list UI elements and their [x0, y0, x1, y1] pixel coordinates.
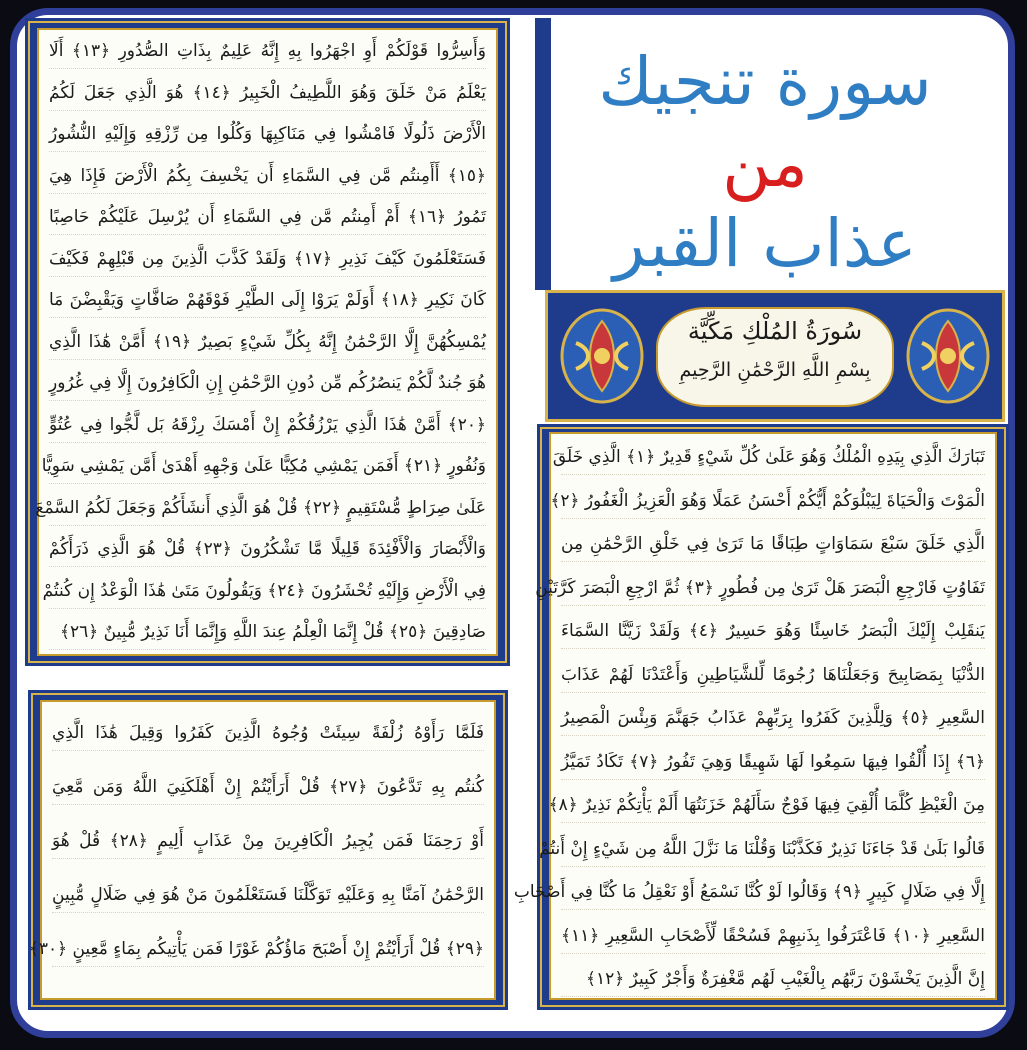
- verse-line: وَنُفُورٍ ﴿٢١﴾ أَفَمَن يَمْشِي مُكِبًّا عَلَىٰ وَجْهِهِ أَهْدَىٰ أَمَّن يَمْشِي سَوِيًّا: [49, 449, 486, 484]
- verse-line: قَالُوا بَلَىٰ قَدْ جَاءَنَا نَذِيرٌ فَكَذَّبْنَا وَقُلْنَا مَا نَزَّلَ اللَّهُ مِن شَيْءٍ إِنْ أَنتُمْ: [561, 832, 985, 867]
- verse-line: السَّعِيرِ ﴿٥﴾ وَلِلَّذِينَ كَفَرُوا بِرَبِّهِمْ عَذَابُ جَهَنَّمَ وَبِئْسَ الْمَصِيرُ: [561, 701, 985, 736]
- title-block: [555, 40, 975, 290]
- verse-line: وَأَسِرُّوا قَوْلَكُمْ أَوِ اجْهَرُوا بِهِ إِنَّهُ عَلِيمٌ بِذَاتِ الصُّدُورِ ﴿١٣﴾ أَلَا: [49, 34, 486, 69]
- title-line-3: عذاب القبر: [613, 205, 917, 282]
- verse-line: إِنَّ الَّذِينَ يَخْشَوْنَ رَبَّهُم بِالْغَيْبِ لَهُم مَّغْفِرَةٌ وَأَجْرٌ كَبِيرٌ ﴿١٢﴾: [561, 962, 985, 997]
- verse-line: فَسَتَعْلَمُونَ كَيْفَ نَذِيرِ ﴿١٧﴾ وَلَقَدْ كَذَّبَ الَّذِينَ مِن قَبْلِهِمْ فَكَيْفَ: [49, 242, 486, 277]
- verse-line: ﴿٦﴾ إِذَا أُلْقُوا فِيهَا سَمِعُوا لَهَا شَهِيقًا وَهِيَ تَفُورُ ﴿٧﴾ تَكَادُ تَمَيَّزُ: [561, 745, 985, 780]
- floral-ornament-icon: [556, 303, 648, 409]
- page-body: [37, 28, 498, 656]
- verse-line: وَالْأَبْصَارَ وَالْأَفْئِدَةَ قَلِيلًا مَّا تَشْكُرُونَ ﴿٢٣﴾ قُلْ هُوَ الَّذِي ذَرَأَكُمْ: [49, 532, 486, 567]
- verse-line: كَانَ نَكِيرِ ﴿١٨﴾ أَوَلَمْ يَرَوْا إِلَى الطَّيْرِ فَوْقَهُمْ صَافَّاتٍ وَيَقْبِضْنَ مَا: [49, 283, 486, 318]
- verse-line: كُنتُم بِهِ تَدَّعُونَ ﴿٢٧﴾ قُلْ أَرَأَيْتُمْ إِنْ أَهْلَكَنِيَ اللَّهُ وَمَن مَّعِيَ: [52, 770, 484, 805]
- verse-line: ﴿٢٩﴾ قُلْ أَرَأَيْتُمْ إِنْ أَصْبَحَ مَاؤُكُمْ غَوْرًا فَمَن يَأْتِيكُم بِمَاءٍ مَّعِينٍ ﴿٣٠﴾: [52, 932, 484, 967]
- page-body: [513, 432, 997, 1000]
- verse-line: يَنقَلِبْ إِلَيْكَ الْبَصَرُ خَاسِئًا وَهُوَ حَسِيرٌ ﴿٤﴾ وَلَقَدْ زَيَّنَّا السَّمَاءَ: [561, 614, 985, 649]
- verse-line: الْأَرْضَ ذَلُولًا فَامْشُوا فِي مَنَاكِبِهَا وَكُلُوا مِن رِّزْقِهِ وَإِلَيْهِ النُّشُورُ: [49, 117, 486, 152]
- verse-line: ﴿١٥﴾ أَأَمِنتُم مَّن فِي السَّمَاءِ أَن يَخْسِفَ بِكُمُ الْأَرْضَ فَإِذَا هِيَ: [49, 159, 486, 194]
- title-line-2: من: [722, 125, 808, 202]
- mushaf-page-right: [513, 424, 1009, 1010]
- verse-line: فَلَمَّا رَأَوْهُ زُلْفَةً سِيئَتْ وُجُوهُ الَّذِينَ كَفَرُوا وَقِيلَ هَٰذَا الَّذِي: [52, 716, 484, 751]
- verse-line: فِي الْأَرْضِ وَإِلَيْهِ تُحْشَرُونَ ﴿٢٤﴾ وَيَقُولُونَ مَتَىٰ هَٰذَا الْوَعْدُ إِن كُنتُمْ: [49, 574, 486, 609]
- verse-line: الدُّنْيَا بِمَصَابِيحَ وَجَعَلْنَاهَا رُجُومًا لِّلشَّيَاطِينِ وَأَعْتَدْنَا لَهُمْ عَذَابَ: [561, 658, 985, 693]
- surah-cartouche: [656, 307, 894, 407]
- decorative-strip: [535, 18, 551, 290]
- page-body: [28, 700, 496, 1000]
- surah-header: [545, 290, 1005, 422]
- mushaf-page-left-bottom: [28, 690, 508, 1010]
- verse-line: عَلَىٰ صِرَاطٍ مُّسْتَقِيمٍ ﴿٢٢﴾ قُلْ هُوَ الَّذِي أَنشَأَكُمْ وَجَعَلَ لَكُمُ السَّمْعَ: [49, 491, 486, 526]
- verse-line: أَوْ رَحِمَنَا فَمَن يُجِيرُ الْكَافِرِينَ مِنْ عَذَابٍ أَلِيمٍ ﴿٢٨﴾ قُلْ هُوَ: [52, 824, 484, 859]
- verse-line: مِنَ الْغَيْظِ كُلَّمَا أُلْقِيَ فِيهَا فَوْجٌ سَأَلَهُمْ خَزَنَتُهَا أَلَمْ يَأْتِكُمْ نَذِيرٌ ﴿٨﴾: [561, 788, 985, 823]
- verse-line: الْمَوْتَ وَالْحَيَاةَ لِيَبْلُوَكُمْ أَيُّكُمْ أَحْسَنُ عَمَلًا وَهُوَ الْعَزِيزُ الْغَفُورُ ﴿٢﴾: [561, 484, 985, 519]
- verse-line: يُمْسِكُهُنَّ إِلَّا الرَّحْمَٰنُ إِنَّهُ بِكُلِّ شَيْءٍ بَصِيرٌ ﴿١٩﴾ أَمَّنْ هَٰذَا الَّذِي: [49, 325, 486, 360]
- verse-line: تَبَارَكَ الَّذِي بِيَدِهِ الْمُلْكُ وَهُوَ عَلَىٰ كُلِّ شَيْءٍ قَدِيرٌ ﴿١﴾ الَّذِي خَلَقَ: [561, 440, 985, 475]
- verse-line: الرَّحْمَٰنُ آمَنَّا بِهِ وَعَلَيْهِ تَوَكَّلْنَا فَسَتَعْلَمُونَ مَنْ هُوَ فِي ضَلَالٍ مُّبِينٍ: [52, 878, 484, 913]
- verse-line: تَمُورُ ﴿١٦﴾ أَمْ أَمِنتُم مَّن فِي السَّمَاءِ أَن يُرْسِلَ عَلَيْكُمْ حَاصِبًا: [49, 200, 486, 235]
- verse-line: صَادِقِينَ ﴿٢٥﴾ قُلْ إِنَّمَا الْعِلْمُ عِندَ اللَّهِ وَإِنَّمَا أَنَا نَذِيرٌ مُّبِينٌ ﴿٢٦﴾: [49, 615, 486, 650]
- surah-title: سُورَةُ المُلْكِ مَكِّيَّة: [687, 317, 863, 345]
- verse-line: السَّعِيرِ ﴿١٠﴾ فَاعْتَرَفُوا بِذَنبِهِمْ فَسُحْقًا لِّأَصْحَابِ السَّعِيرِ ﴿١١﴾: [561, 919, 985, 954]
- title-line-1: سورة تنجيك: [598, 43, 932, 120]
- floral-ornament-icon: [902, 303, 994, 409]
- verse-line: يَعْلَمُ مَنْ خَلَقَ وَهُوَ اللَّطِيفُ الْخَبِيرُ ﴿١٤﴾ هُوَ الَّذِي جَعَلَ لَكُمُ: [49, 76, 486, 111]
- verse-line: تَفَاوُتٍ فَارْجِعِ الْبَصَرَ هَلْ تَرَىٰ مِن فُطُورٍ ﴿٣﴾ ثُمَّ ارْجِعِ الْبَصَرَ كَرَّتَيْنِ: [561, 571, 985, 606]
- mushaf-page-left-top: [25, 18, 510, 666]
- verse-line: إِلَّا فِي ضَلَالٍ كَبِيرٍ ﴿٩﴾ وَقَالُوا لَوْ كُنَّا نَسْمَعُ أَوْ نَعْقِلُ مَا كُنَّا فِي أَصْحَابِ: [561, 875, 985, 910]
- basmala: بِسْمِ اللَّهِ الرَّحْمَٰنِ الرَّحِيمِ: [679, 359, 871, 381]
- verse-line: ﴿٢٠﴾ أَمَّنْ هَٰذَا الَّذِي يَرْزُقُكُمْ إِنْ أَمْسَكَ رِزْقَهُ بَل لَّجُّوا فِي عُتُوٍّ: [49, 408, 486, 443]
- verse-line: هُوَ جُندٌ لَّكُمْ يَنصُرُكُم مِّن دُونِ الرَّحْمَٰنِ إِنِ الْكَافِرُونَ إِلَّا فِي غُرُورٍ: [49, 366, 486, 401]
- verse-line: الَّذِي خَلَقَ سَبْعَ سَمَاوَاتٍ طِبَاقًا مَا تَرَىٰ فِي خَلْقِ الرَّحْمَٰنِ مِن: [561, 527, 985, 562]
